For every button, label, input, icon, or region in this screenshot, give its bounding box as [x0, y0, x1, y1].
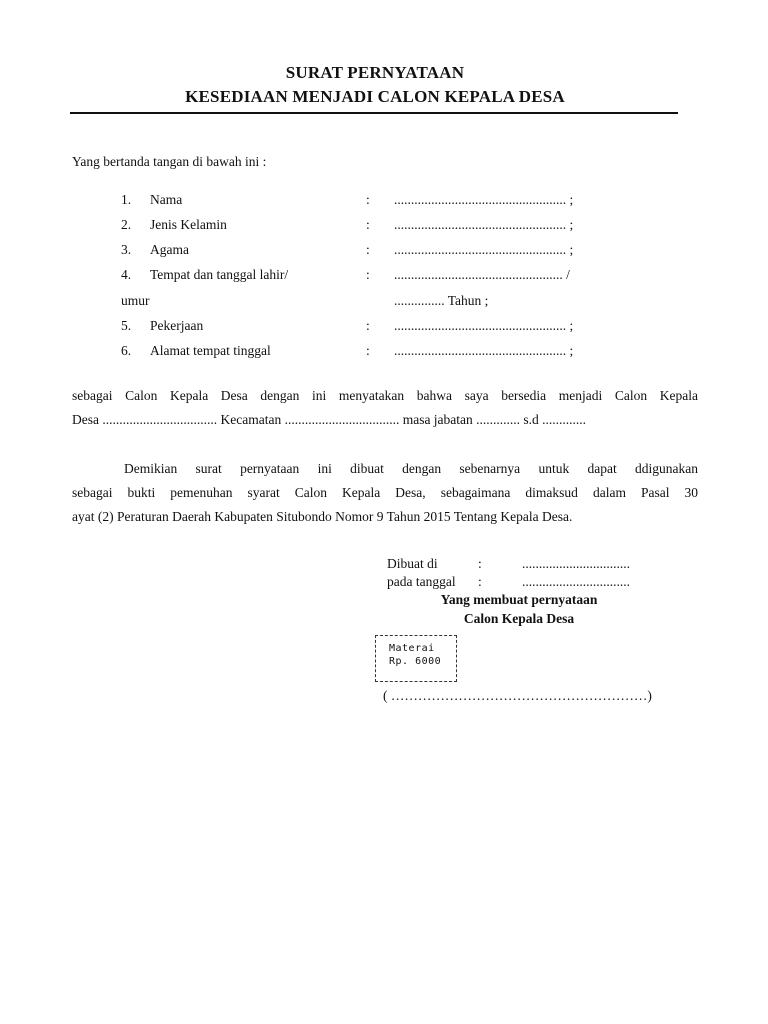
- field-label: Agama: [150, 242, 189, 257]
- signature-name-placeholder: ( …………………………………………………): [383, 688, 652, 703]
- field-blank: ................................................... ;: [394, 217, 574, 232]
- field-number: 5.: [121, 318, 132, 333]
- field-blank: ................................................... ;: [394, 318, 574, 333]
- field-colon: :: [366, 217, 370, 232]
- field-blank: ................................................... ;: [394, 343, 574, 358]
- field-label: Pekerjaan: [150, 318, 204, 333]
- field-label: umur: [121, 293, 150, 308]
- field-colon: :: [366, 192, 370, 207]
- place-label: Dibuat di: [387, 556, 438, 571]
- document-title-line1: SURAT PERNYATAAN: [285, 63, 465, 82]
- field-blank: .................................................. /: [394, 267, 570, 282]
- field-number: 4.: [121, 267, 132, 282]
- field-colon: :: [366, 267, 370, 282]
- field-colon: :: [366, 242, 370, 257]
- field-number: 2.: [121, 217, 132, 232]
- stamp-label: Materai: [389, 643, 435, 654]
- statement-paragraph: [72, 384, 698, 432]
- field-label: Alamat tempat tinggal: [150, 343, 271, 358]
- field-label: Nama: [150, 192, 183, 207]
- place-blank: ................................: [522, 556, 630, 571]
- closing-line: sebagai bukti pemenuhan syarat Calon Kepala Desa, sebagaimana dimaksud dalam Pasal 30: [72, 485, 698, 500]
- maker-role: Calon Kepala Desa: [463, 611, 575, 626]
- field-number: 1.: [121, 192, 132, 207]
- field-blank: ............... Tahun ;: [394, 293, 489, 308]
- closing-line: ayat (2) Peraturan Daerah Kabupaten Situbondo Nomor 9 Tahun 2015 Tentang Kepala Desa.: [72, 509, 573, 524]
- field-number: 6.: [121, 343, 132, 358]
- date-colon: :: [478, 574, 482, 589]
- field-number: 3.: [121, 242, 132, 257]
- intro-text: Yang bertanda tangan di bawah ini :: [72, 154, 267, 169]
- materai-stamp-box: [375, 635, 457, 682]
- statement-line: sebagai Calon Kepala Desa dengan ini menyatakan bahwa saya bersedia menjadi Calon Kepala: [72, 388, 698, 403]
- field-colon: :: [366, 343, 370, 358]
- statement-line: Desa .................................. Kecamatan .................................. masa jabatan ............. s.d .............: [72, 412, 587, 427]
- title-underline: [70, 112, 678, 114]
- maker-title: Yang membuat pernyataan: [440, 592, 598, 607]
- field-blank: ................................................... ;: [394, 242, 574, 257]
- closing-line: Demikian surat pernyataan ini dibuat dengan sebenarnya untuk dapat ddigunakan: [124, 461, 698, 476]
- field-colon: :: [366, 318, 370, 333]
- place-colon: :: [478, 556, 482, 571]
- stamp-value: Rp. 6000: [389, 656, 442, 667]
- date-label: pada tanggal: [387, 574, 456, 589]
- field-blank: ................................................... ;: [394, 192, 574, 207]
- date-blank: ................................: [522, 574, 630, 589]
- field-label: Tempat dan tanggal lahir/: [150, 267, 289, 282]
- title-block: [70, 61, 680, 109]
- closing-paragraph: [72, 457, 698, 529]
- document-title-line2: KESEDIAAN MENJADI CALON KEPALA DESA: [185, 87, 565, 106]
- field-label: Jenis Kelamin: [150, 217, 227, 232]
